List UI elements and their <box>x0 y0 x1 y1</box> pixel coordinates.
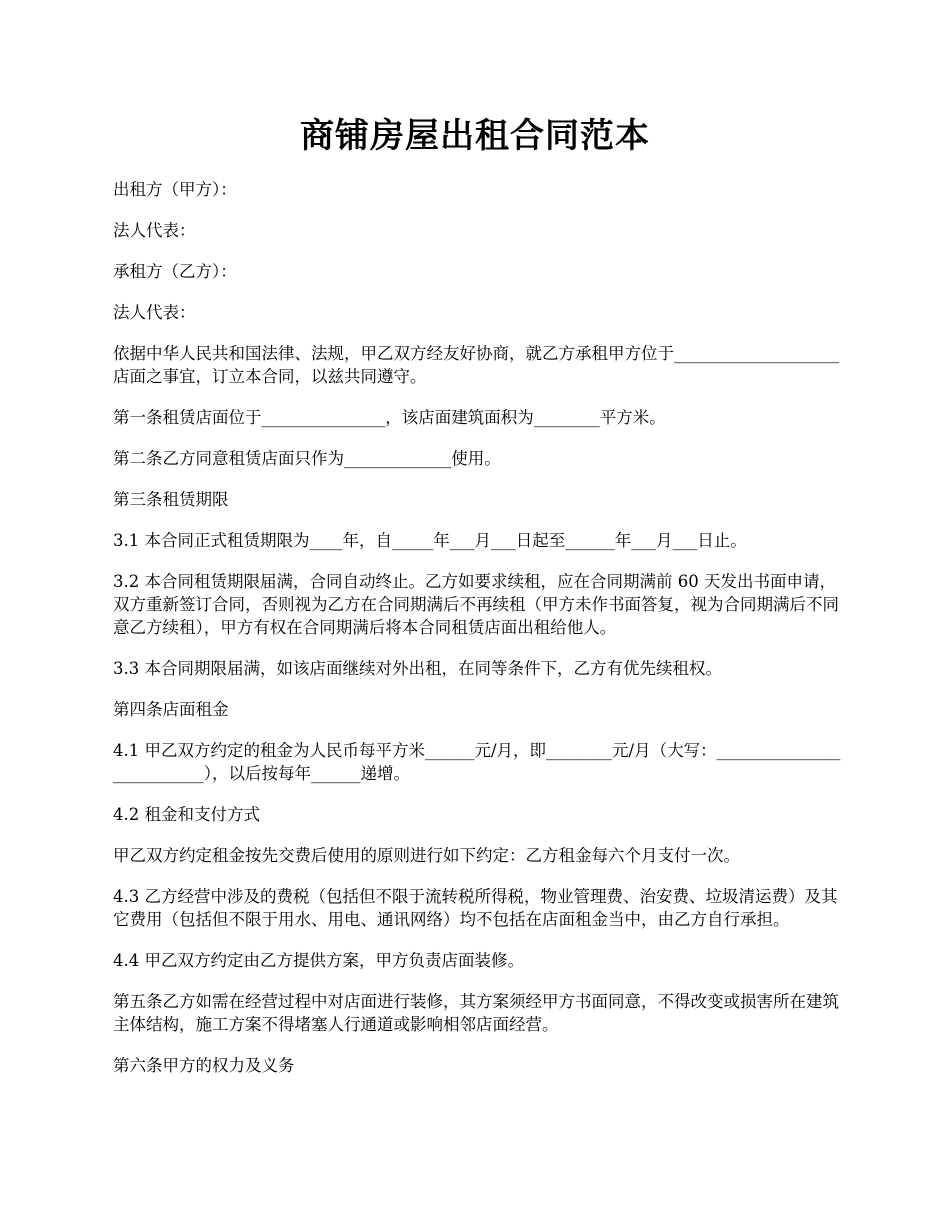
clause-3-3: 3.3 本合同期限届满，如该店面继续对外出租，在同等条件下，乙方有优先续租权。 <box>113 659 722 678</box>
payment-terms: 甲乙双方约定租金按先交费后使用的原则进行如下约定：乙方租金每六个月支付一次。 <box>113 846 740 865</box>
clause-4-4: 4.4 甲乙双方约定由乙方提供方案，甲方负责店面装修。 <box>113 951 524 970</box>
preamble-paragraph: 依据中华人民共和国法律、法规，甲乙双方经友好协商，就乙方承租甲方位于____________________店面之事宜，订立本合同，以兹共同遵守。 <box>113 344 839 386</box>
party-b-lessee: 承租方（乙方）： <box>113 262 237 281</box>
party-b-legal-rep: 法人代表： <box>113 303 196 322</box>
article-4-heading: 第四条店面租金 <box>113 700 229 719</box>
article-3-heading: 第三条租赁期限 <box>113 490 229 509</box>
document-title: 商铺房屋出租合同范本 <box>300 116 650 156</box>
document-body <box>113 178 843 1095</box>
article-5-renovation: 第五条乙方如需在经营过程中对店面进行装修，其方案须经甲方书面同意，不得改变或损害所在建筑主体结构，施工方案不得堵塞人行通道或影响相邻店面经营。 <box>113 992 839 1034</box>
article-1-location: 第一条租赁店面位于_______________，该店面建筑面积为________平方米。 <box>113 408 666 427</box>
article-6-heading: 第六条甲方的权力及义务 <box>113 1056 295 1075</box>
clause-3-1: 3.1 本合同正式租赁期限为____年，自_____年___月___日起至______年___月___日止。 <box>113 531 747 550</box>
clause-4-2: 4.2 租金和支付方式 <box>113 805 260 824</box>
clause-4-1: 4.1 甲乙双方约定的租金为人民币每平方米______元/月，即________元/月（大写：__________________________），以后按每年______递增。 <box>113 741 841 783</box>
clause-3-2: 3.2 本合同租赁期限届满，合同自动终止。乙方如要求续租，应在合同期满前 60 天发出书面申请，双方重新签订合同，否则视为乙方在合同期满后不再续租（甲方未作书面答复，视为合同期满后不同意乙方续租），甲方有权在合同期满后将本合同租赁店面出租给他人。 <box>113 572 839 637</box>
party-a-lessor: 出租方（甲方）： <box>113 180 237 199</box>
article-2-usage: 第二条乙方同意租赁店面只作为_____________使用。 <box>113 449 501 468</box>
party-a-legal-rep: 法人代表： <box>113 221 196 240</box>
clause-4-3: 4.3 乙方经营中涉及的费税（包括但不限于流转税所得税，物业管理费、治安费、垃圾清运费）及其它费用（包括但不限于用水、用电、通讯网络）均不包括在店面租金当中，由乙方自行承担。 <box>113 887 838 929</box>
